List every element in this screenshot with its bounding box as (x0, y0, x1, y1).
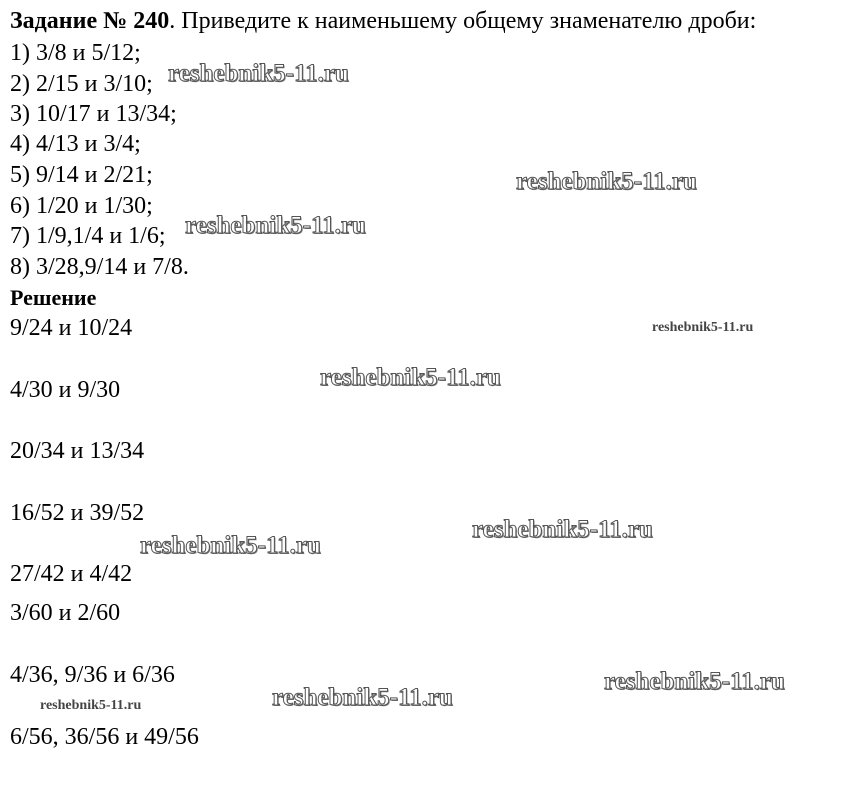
watermark: reshebnik5-11.ru (40, 698, 142, 713)
task-item-6: 6) 1/20 и 1/30; (10, 193, 153, 219)
watermark: reshebnik5-11.ru (168, 60, 349, 87)
answer-3: 20/34 и 13/34 (10, 438, 145, 464)
answer-8: 6/56, 36/56 и 49/56 (10, 724, 199, 750)
answer-5: 27/42 и 4/42 (10, 561, 133, 587)
task-number: Задание № 240 (10, 8, 170, 34)
watermark: reshebnik5-11.ru (516, 168, 697, 195)
task-item-2: 2) 2/15 и 3/10; (10, 71, 153, 97)
watermark: reshebnik5-11.ru (652, 320, 754, 335)
answer-1: 9/24 и 10/24 (10, 315, 133, 341)
answer-7: 4/36, 9/36 и 6/36 (10, 662, 175, 688)
task-item-4: 4) 4/13 и 3/4; (10, 131, 141, 157)
task-item-7: 7) 1/9,1/4 и 1/6; (10, 223, 166, 249)
watermark: reshebnik5-11.ru (140, 532, 321, 559)
task-item-5: 5) 9/14 и 2/21; (10, 162, 153, 188)
task-item-3: 3) 10/17 и 13/34; (10, 101, 177, 127)
answer-2: 4/30 и 9/30 (10, 377, 121, 403)
watermark: reshebnik5-11.ru (320, 364, 501, 391)
watermark: reshebnik5-11.ru (272, 684, 453, 711)
watermark: reshebnik5-11.ru (185, 212, 366, 239)
solution-heading: Решение (10, 285, 97, 310)
watermark: reshebnik5-11.ru (604, 668, 785, 695)
answer-4: 16/52 и 39/52 (10, 500, 145, 526)
task-text: . Приведите к наименьшему общему знаменателю дроби: (169, 8, 757, 34)
watermark: reshebnik5-11.ru (472, 516, 653, 543)
task-item-8: 8) 3/28,9/14 и 7/8. (10, 254, 189, 280)
task-item-1: 1) 3/8 и 5/12; (10, 40, 141, 66)
task-title (10, 7, 756, 35)
answer-6: 3/60 и 2/60 (10, 600, 121, 626)
